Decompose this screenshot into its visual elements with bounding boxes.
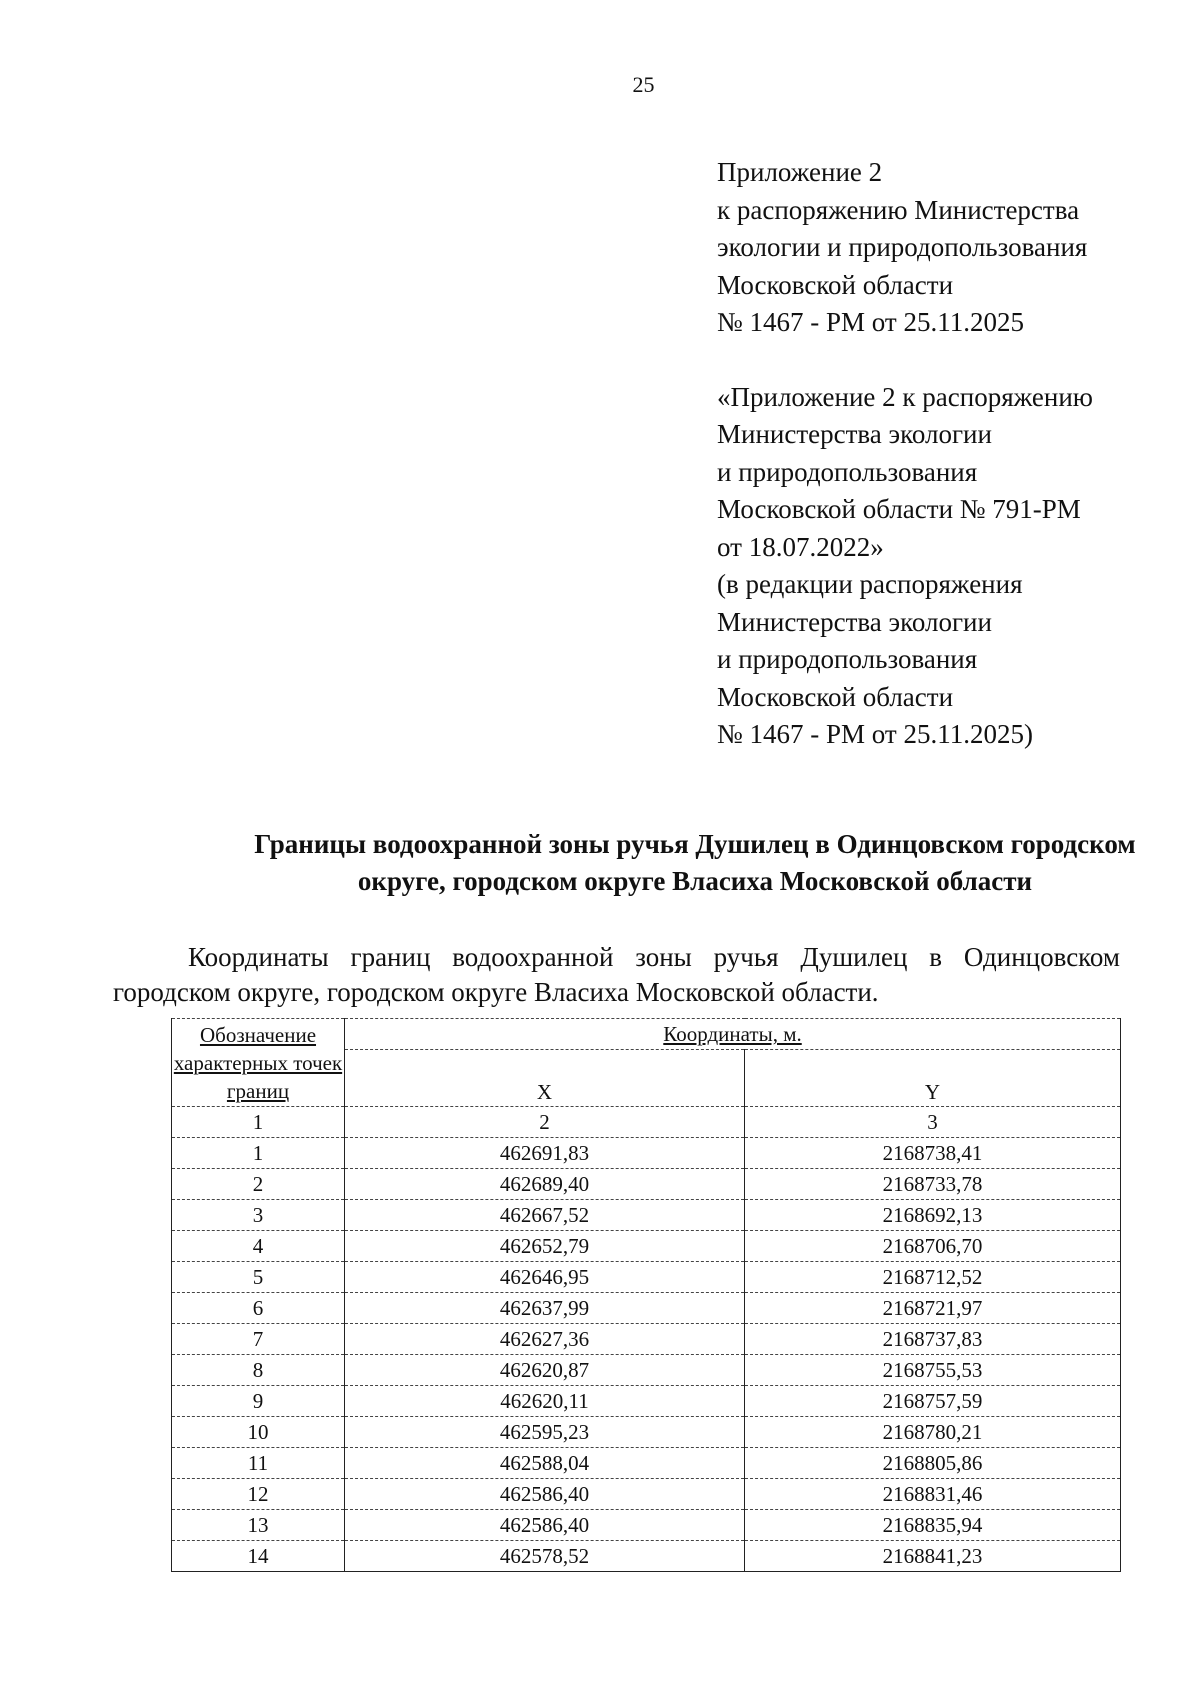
table-colnum-row bbox=[172, 1107, 1121, 1138]
y-coordinate-cell: 2168755,53 bbox=[745, 1355, 1121, 1386]
appendix-quote-line: Министерства экологии bbox=[717, 419, 992, 449]
appendix-quote-line: Московской области № 791-РМ bbox=[717, 494, 1081, 524]
y-coordinate-cell: 2168692,13 bbox=[745, 1200, 1121, 1231]
appendix-quote-line: № 1467 - РМ от 25.11.2025) bbox=[717, 719, 1033, 749]
appendix-quote-line: «Приложение 2 к распоряжению bbox=[717, 381, 1093, 412]
x-coordinate-cell: 462586,40 bbox=[345, 1479, 745, 1510]
page-number: 25 bbox=[632, 72, 655, 97]
header-coords-label: Координаты, м. bbox=[663, 1022, 802, 1046]
appendix-line: № 1467 - РМ от 25.11.2025 bbox=[717, 307, 1024, 337]
y-coordinate-cell: 2168738,41 bbox=[745, 1138, 1121, 1169]
x-coordinate-cell: 462588,04 bbox=[345, 1448, 745, 1479]
table-row bbox=[172, 1479, 1121, 1510]
table-row bbox=[172, 1200, 1121, 1231]
x-coordinate-cell: 462595,23 bbox=[345, 1417, 745, 1448]
title-line: Границы водоохранной зоны ручья Душилец в Одинцовском городском bbox=[254, 829, 1136, 859]
point-number-cell: 14 bbox=[172, 1541, 345, 1572]
header-point-cell bbox=[172, 1019, 345, 1107]
x-coordinate-cell: 462667,52 bbox=[345, 1200, 745, 1231]
table-row bbox=[172, 1417, 1121, 1448]
colnum-cell: 2 bbox=[345, 1107, 745, 1138]
point-number-cell: 9 bbox=[172, 1386, 345, 1417]
intro-line: городском округе, городском округе Власиха Московской области. bbox=[113, 977, 879, 1007]
appendix-quote-line: от 18.07.2022» bbox=[717, 531, 884, 562]
header-x-cell: X bbox=[345, 1050, 745, 1107]
table-row bbox=[172, 1386, 1121, 1417]
title-line: округе, городском округе Власиха Московской области bbox=[357, 866, 1033, 896]
y-coordinate-cell: 2168733,78 bbox=[745, 1169, 1121, 1200]
appendix-quote-line: и природопользования bbox=[717, 644, 978, 674]
x-coordinate-cell: 462620,87 bbox=[345, 1355, 745, 1386]
document-title bbox=[100, 826, 1200, 900]
y-coordinate-cell: 2168831,46 bbox=[745, 1479, 1121, 1510]
table-row bbox=[172, 1138, 1121, 1169]
table-row bbox=[172, 1541, 1121, 1572]
y-coordinate-cell: 2168780,21 bbox=[745, 1417, 1121, 1448]
table-row bbox=[172, 1293, 1121, 1324]
x-coordinate-cell: 462578,52 bbox=[345, 1541, 745, 1572]
appendix-quote-line: (в редакции распоряжения bbox=[717, 569, 1023, 599]
header-point-label: Обозначение характерных точек границ bbox=[173, 1023, 343, 1103]
point-number-cell: 7 bbox=[172, 1324, 345, 1355]
appendix-line: Приложение 2 bbox=[717, 157, 883, 187]
coordinates-table bbox=[171, 1018, 1121, 1572]
x-coordinate-cell: 462689,40 bbox=[345, 1169, 745, 1200]
x-coordinate-cell: 462646,95 bbox=[345, 1262, 745, 1293]
y-coordinate-cell: 2168706,70 bbox=[745, 1231, 1121, 1262]
x-coordinate-cell: 462652,79 bbox=[345, 1231, 745, 1262]
point-number-cell: 10 bbox=[172, 1417, 345, 1448]
table-row bbox=[172, 1169, 1121, 1200]
intro-line: Координаты границ водоохранной зоны ручья Душилец в Одинцовском bbox=[188, 942, 1120, 972]
point-number-cell: 4 bbox=[172, 1231, 345, 1262]
table-row bbox=[172, 1355, 1121, 1386]
y-coordinate-cell: 2168805,86 bbox=[745, 1448, 1121, 1479]
intro-paragraph bbox=[113, 940, 1120, 1010]
appendix-line: экологии и природопользования bbox=[717, 232, 1088, 262]
table-row bbox=[172, 1231, 1121, 1262]
appendix-block bbox=[717, 154, 1177, 754]
y-coordinate-cell: 2168737,83 bbox=[745, 1324, 1121, 1355]
point-number-cell: 1 bbox=[172, 1138, 345, 1169]
x-coordinate-cell: 462637,99 bbox=[345, 1293, 745, 1324]
point-number-cell: 11 bbox=[172, 1448, 345, 1479]
header-coords-cell bbox=[345, 1019, 1121, 1050]
appendix-quote-line: Московской области bbox=[717, 681, 954, 712]
y-coordinate-cell: 2168841,23 bbox=[745, 1541, 1121, 1572]
point-number-cell: 8 bbox=[172, 1355, 345, 1386]
header-y-cell: Y bbox=[745, 1050, 1121, 1107]
x-coordinate-cell: 462627,36 bbox=[345, 1324, 745, 1355]
y-coordinate-cell: 2168712,52 bbox=[745, 1262, 1121, 1293]
table-row bbox=[172, 1510, 1121, 1541]
appendix-line: Московской области bbox=[717, 269, 954, 300]
point-number-cell: 5 bbox=[172, 1262, 345, 1293]
table-row bbox=[172, 1262, 1121, 1293]
point-number-cell: 12 bbox=[172, 1479, 345, 1510]
y-coordinate-cell: 2168721,97 bbox=[745, 1293, 1121, 1324]
x-coordinate-cell: 462586,40 bbox=[345, 1510, 745, 1541]
x-coordinate-cell: 462620,11 bbox=[345, 1386, 745, 1417]
colnum-cell: 1 bbox=[172, 1107, 345, 1138]
appendix-quote-line: и природопользования bbox=[717, 456, 978, 487]
table-row bbox=[172, 1448, 1121, 1479]
appendix-quote-line: Министерства экологии bbox=[717, 606, 992, 637]
point-number-cell: 6 bbox=[172, 1293, 345, 1324]
point-number-cell: 2 bbox=[172, 1169, 345, 1200]
point-number-cell: 13 bbox=[172, 1510, 345, 1541]
colnum-cell: 3 bbox=[745, 1107, 1121, 1138]
y-coordinate-cell: 2168835,94 bbox=[745, 1510, 1121, 1541]
point-number-cell: 3 bbox=[172, 1200, 345, 1231]
x-coordinate-cell: 462691,83 bbox=[345, 1138, 745, 1169]
table-header-row bbox=[172, 1019, 1121, 1050]
table-row bbox=[172, 1324, 1121, 1355]
appendix-line: к распоряжению Министерства bbox=[717, 194, 1080, 225]
y-coordinate-cell: 2168757,59 bbox=[745, 1386, 1121, 1417]
